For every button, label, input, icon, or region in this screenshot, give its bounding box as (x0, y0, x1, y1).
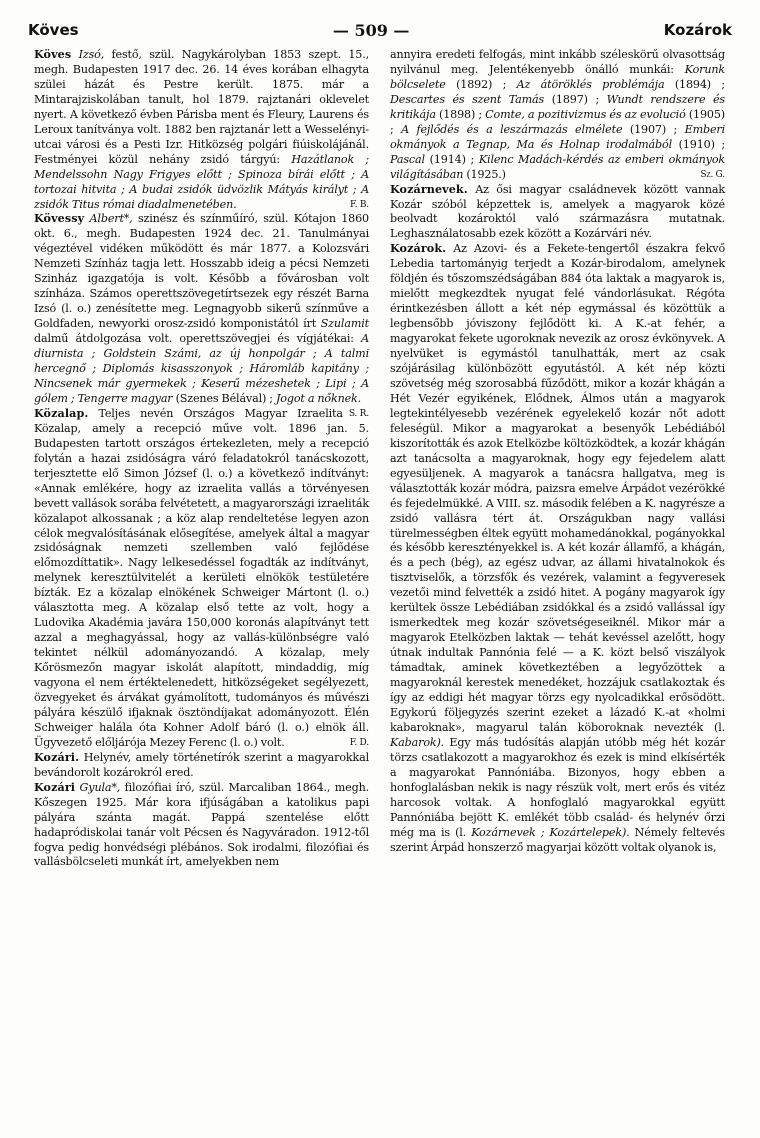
entry-text: szinész és színműíró, szül. Kótajon 1860 okt. 6., megh. Budapesten 1924 dec. 21. Tanulmányai végeztével vidéken működött és már 1877. a Kolozsvári Nemzeti Színház tagja lett. Hosszabb ideig a pécsi Nemzeti Szinház igazgatója is volt. Később a fővárosban volt színháza. Számos operettszövegetírtsezek egy részét Barna Izsó (l. o.) zenésítette meg. Legnagyobb sikerű színműve a Goldfaden, newyorki orosz-zsidó komponistától írt (34, 212, 369, 331)
headword-given-name: Izsó, (71, 48, 105, 61)
entry-text: (1892) ; (445, 77, 517, 91)
entry-text: (1894) ; (664, 77, 726, 91)
headword: Kozárok. (390, 242, 447, 256)
entry-text: (1907) ; (622, 122, 685, 136)
work-title: Kilenc Madách-kérdés az emberi okmányok világításában (390, 152, 725, 181)
entry-text: Némely feltevés szerint Árpád honszerző magyarjai között voltak olyanok is, (390, 825, 725, 854)
works-list: Hazátlanok ; Mendelssohn Nagy Frigyes előtt ; Spinoza bírái előtt ; A tortozai hitvita ; A budai zsidók üdvözlik Mátyás királyt ; A zsidók Titus római diadalmenetében. (34, 152, 369, 211)
entry-text: (1897) ; (544, 92, 607, 106)
headword: Kövessy (34, 212, 85, 226)
header-right-keyword: Kozárok (663, 21, 732, 39)
headword: Kozárnevek. (390, 182, 468, 196)
headword-given-name: Gyula*, (75, 780, 121, 794)
entry-text: Teljes nevén Országos Magyar Izraelita Közalap, amely a recepció műve volt. 1896 jan. 5. Budapesten tartott országos értekezleten, mely a recepció folytán a hazai zsidóságra váró feladatokról tanácskozott, terjesztette elő Simon József (l. o.) a következő indítványt: «Annak emlékére, hogy az izraelita vallás a törvényesen bevett vallások sorába felvétetett, a magyarországi izraeliták közalapot alkossanak ; a köz alap rendeltetése legyen azon célok megvalósításának elősegítése, amelyek által a magyar zsidóságnak nemzeti szellemben való fejlődése előmozdíttatik». Nagy lelkesedéssel fogadták az indítványt, melynek keresztülvitelét a kerületi elnökök testületére bízták. Ez a közalap elnökének Schweiger Mártont (l. o.) választotta meg. A közalap első tette az volt, hogy a Ludovika Akadémia javára 150,000 koronás alapítványt tett azzal a meghagyással, hogy az vallás-különbségre való tekintet nélkül adományozandó. A közalap, mely Kőrösmezőn magyar iskolát alapított, mindaddig, míg vagyona el nem értéktelenedett, hitközségeket segélyezett, özvegyeket és árvákat gyámolított, tudományos és művészi pályára készülő ifjaknak ösztöndíjakat adományozott. Élén Schweiger halála óta Kohner Adolf báró (l. o.) elnök áll. Ügyvezető előljárója Mezey Ferenc (l. o.) volt. (34, 406, 369, 749)
entry-text: (1914) ; (424, 152, 479, 166)
entry-text: Az Azovi- és a Fekete-tengertől északra fekvő Lebedia tartományig terjedt a Kozár-birodalom, amelynek földjén és tőszomszédságában 884 óta laktak a magyarok is, mielőtt megkezdtek nyugat felé vándorlásukat. Régóta érintkezésben állott a két nép egymással és közöttük a legbensőbb jóviszony fejlődött ki. A K.-at fehér, a magyarokat fekete ugoroknak nevezik az orosz évkönyvek. A nyelvüket is egymástól tanulhatták, mert az csak szójárásilag különbözött egyutástól. A két nép közti szövetség még szorosabbá fűződött, mikor a kozár khágán a Hét Vezér egyikének, Elődnek, Álmos után a magyarok legtekintélyesebb vezérének egyelekelő kozár nőt adott feleségül. Mikor a magyarokat a besenyők Lebédiából kiszorították és azok Etelközbe költözködtek, a kozár khágán azt tanácsolta a magyaroknak, hogy egy fejedelem alatt egyesüljenek. A magyarok a tanácsra hallgatva, meg is választották kozár módra, paizsra emelve Árpádot vezérökké és fejedelmükké. A VIII. sz. második felében a K. nagyrésze a zsidó vallásra tért át. Országukban nagy vallási türelmességben éltek együtt mohamedánokkal, pogányokkal és később keresztényekkel is. A két kozár államfő, a khágán, és a pech (bég), az egész udvar, az állami hivatalnokok és tisztviselők, a törzsfők és vezérek, valamint a fegyveresek vezetői mind felvették a zsidó hitet. A pogány magyarok így kerültek össze Lebédiában zsidókkal és a zsidó vallással így ismerkedtek meg kozár szövetségeseiknél. Mikor már a magyarok Etelközben laktak — tehát kevéssel azelőtt, hogy útnak indultak Pannónia felé — a K. közt belső viszályok támadtak, aminek következtében a legyőzöttek a magyaroknál kerestek menedéket, hozzájuk csatlakoztak és így az eddigi hét magyar törzs egy nyolcadikkal erősödött. Egykorú följegyzés szerint ezeket a lázadó K.-at «holmi kabaroknak», magyarul talán köboroknak nevezték (l. (390, 242, 725, 734)
work-title: Korunk bölcselete (390, 62, 725, 91)
entry-text: dalmű átdolgozása volt. operettszövegjei és vígjátékai: (34, 332, 362, 346)
entry-text: Helynév, amely történetírók szerint a magyarokkal bevándorolt kozárokról ered. (34, 750, 369, 779)
author-signature: S. R. (348, 408, 369, 419)
headword: Köves (34, 48, 72, 61)
author-signature: Sz. G. (700, 169, 725, 180)
entry-text: (Szenes Bélával) ; (172, 391, 276, 405)
header-left-keyword: Köves (28, 21, 79, 39)
author-signature: F. B. (350, 199, 369, 210)
right-column (390, 48, 725, 855)
entry-text: filozófiai író, szül. Marcaliban 1864., megh. Kőszegen 1925. Már kora ifjúságában a katolikus papi pályára szánta magát. Pappá szentelése előtt hadapródiskolai tanár volt Pécsen és Nagyváradon. 1912-től fogva pedig honvédségi plébános. Sok irodalmi, filozófiai és vallásbölcseleti munkát írt, amelyekben nem (34, 780, 369, 869)
cross-reference: Kabarok). (390, 735, 445, 749)
entry-kozarnevek (390, 183, 725, 243)
work-title: Emberi okmányok a Tegnap, Ma és Holnap irodalmából (390, 122, 726, 151)
left-column (34, 48, 369, 870)
entry-text: festő, szül. Nagykárolyban 1853 szept. 15., megh. Budapesten 1917 dec. 26. 14 éves korában elhagyta szülei házát és Pestre került. 1875. már a Mintarajziskolában tanult, hol 1879. rajztanári oklevelet nyert. A következő évben Párisba ment és Fleury, Laurens és Leroux tanítványa volt. 1882 ben rajztanár lett a Wesselényi-utcai városi és a Pesti Izr. Hitközség polgári fiúiskolájánál. Festményei közül nehány zsidó tárgyú: (34, 48, 369, 166)
work-title: Comte, a pozitivizmus és az evolució (485, 107, 686, 121)
entry-text: annyira eredeti felfogás, mint inkább széleskörű olvasottság nyilvánul meg. Jelentékenyebb önálló munkái: (390, 48, 725, 76)
work-title: A fejlődés és a leszármazás elmélete (401, 122, 623, 136)
headword: Kozári (34, 780, 76, 794)
author-signature: F. D. (349, 737, 369, 748)
work-title: Pascal (390, 152, 425, 166)
entry-kozarok (390, 242, 725, 855)
entry-kozari (34, 751, 369, 781)
entry-text: (1925.) (463, 167, 506, 181)
entry-kozari-gyula-continued (390, 48, 725, 183)
headword: Kozári. (34, 750, 80, 764)
work-title: Az átöröklés problémája (516, 77, 665, 91)
entry-text: (1905) ; (390, 107, 725, 136)
page-header (28, 18, 732, 42)
headword: Közalap. (34, 406, 89, 420)
entry-kozalap (34, 407, 369, 751)
entry-text: Egy más tudósítás alapján utóbb még hét kozár törzs csatlakozott a magyarokhoz és ezek is mind elkísérték a magyarokat Pannóniába. Bizonyos, hogy ebben a honfoglalásban nekik is nagy részük volt, mert erős és vitéz harcosok voltak. A honfoglaló magyarokkal együtt Pannóniába bejött K. emlékét több család- és helynév őrzi még ma is (l. (390, 735, 725, 839)
headword-given-name: Albert*, (84, 212, 133, 226)
work-title: Szulamit (320, 317, 369, 331)
entry-koves-izso (34, 48, 369, 212)
work-title: Wundt rendszere és kritikája (390, 92, 726, 121)
works-list: Jogot a nőknek. (275, 391, 362, 405)
work-title: Descartes és szent Tamás (390, 92, 545, 106)
entry-kozari-gyula (34, 781, 369, 871)
entry-text: Az ősi magyar családnevek között vannak Kozár szóból képzettek is, amelyek a magyarok közé beolvadt kozároktól való származásra mutatnak. Leghasználatosabb ezek között a Kozárvári név. (390, 182, 725, 241)
page-number: — 509 — (332, 20, 410, 40)
works-list: A diurnista ; Goldstein Számi, az új honpolgár ; A talmi hercegnő ; Diplomás kisasszonyok ; Háromláb kapitány ; Nincsenek már gyermekek ; Keserű mézeshetek ; Lipi ; A gólem ; Tengerre magyar (34, 332, 369, 405)
entry-text: (1898) ; (435, 107, 486, 121)
entry-text: (1910) ; (672, 137, 725, 151)
cross-reference: Kozárnevek ; Kozártelepek). (471, 825, 630, 839)
